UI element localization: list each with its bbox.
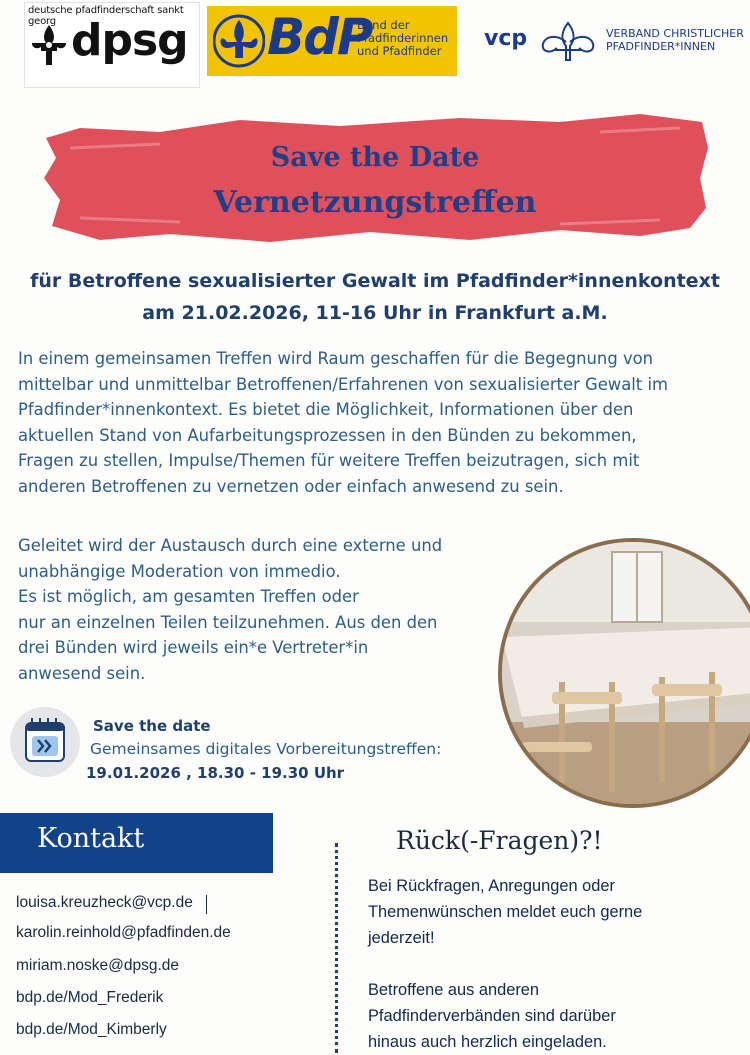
text-line: Pfadfinderverbänden sind darüber [368, 1007, 616, 1025]
vcp-lily-icon [537, 20, 599, 64]
text-line: drei Bünden wird jeweils ein*e Vertreter*in [18, 638, 369, 658]
bdp-wordmark: BdP [267, 8, 372, 66]
questions-heading: Rück(-Fragen)?! [396, 826, 603, 855]
text-line: In einem gemeinsamen Treffen wird Raum geschaffen für die Begegnung von [18, 349, 654, 368]
banner-subtitle: Vernetzungstreffen [213, 185, 537, 220]
text-line: Geleitet wird der Austausch durch eine externe und [18, 536, 443, 555]
banner-title: Save the Date [270, 142, 480, 173]
text-line: unabhängige Moderation von immedio. [18, 561, 341, 581]
bdp-name [357, 19, 448, 58]
text-line: hinaus auch herzlich eingeladen. [368, 1033, 607, 1051]
vcp-wordmark: vcp [484, 26, 528, 51]
text-line: Themenwünschen meldet euch gerne [368, 903, 643, 921]
calendar-forward-icon [10, 707, 80, 777]
contact-link[interactable]: bdp.de/Mod_Frederik [16, 989, 164, 1006]
text-line: Es ist möglich, am gesamten Treffen oder [18, 587, 359, 607]
save-the-date-description: Gemeinsames digitales Vorbereitungstreffen: [90, 740, 442, 758]
contact-email[interactable]: miriam.noske@dpsg.de [16, 957, 180, 974]
tables-and-chairs-illustration [502, 542, 750, 804]
text-line: Betroffene aus anderen [368, 981, 540, 999]
bdp-logo [207, 6, 457, 76]
moderation-paragraph [18, 533, 498, 687]
dpsg-tagline: deutsche pfadfinderschaft sankt georg [28, 5, 184, 27]
contact-link[interactable]: bdp.de/Mod_Kimberly [16, 1021, 167, 1038]
text-line: Fragen zu stellen, Impulse/Themen für weitere Treffen beizutragen, sich mit [18, 451, 640, 471]
dpsg-wordmark: dpsg [71, 15, 188, 66]
text-line: nur an einzelnen Teilen teilzunehmen. Aus den den [18, 612, 438, 632]
bdp-lily-icon [213, 12, 265, 70]
dotted-divider [335, 843, 338, 1053]
text-line: Bei Rückfragen, Anregungen oder [368, 877, 615, 895]
bdp-name-line: und Pfadfinder [357, 44, 442, 58]
save-the-date-title: Save the date [93, 717, 211, 735]
vcp-name-line: VERBAND CHRISTLICHER [606, 27, 744, 40]
contact-heading: Kontakt [37, 823, 145, 854]
save-the-date-banner [40, 108, 710, 248]
contact-heading-box [0, 813, 273, 873]
vcp-logo [482, 20, 747, 70]
subheading-audience: für Betroffene sexualisierter Gewalt im Pfadfinder*innenkontext [30, 270, 720, 292]
vcp-name [606, 27, 744, 53]
text-line: anwesend sein. [18, 663, 146, 683]
dpsg-lily-cross-icon [29, 23, 69, 67]
text-line: mittelbar und unmittelbar Betroffenen/Erfahrenen von sexualisierter Gewalt im [18, 374, 668, 394]
vcp-name-line: PFADFINDER*INNEN [606, 40, 716, 53]
contact-email[interactable]: louisa.kreuzheck@vcp.de [16, 894, 193, 911]
text-line: jederzeit! [368, 929, 435, 947]
intro-paragraph [18, 346, 743, 500]
dpsg-logo [24, 2, 200, 88]
bdp-name-line: Pfadfinderinnen [357, 31, 449, 45]
blank-line [368, 951, 728, 977]
bdp-name-line: Bund der [357, 18, 410, 32]
text-line: Pfadfinder*innenkontext. Es bietet die Möglichkeit, Informationen über den [18, 400, 634, 420]
brush-stroke-shape [40, 108, 710, 248]
text-cursor [206, 895, 207, 914]
meeting-room-photo [498, 538, 750, 808]
text-line: aktuellen Stand von Aufarbeitungsprozessen in den Bünden zu bekommen, [18, 425, 637, 445]
subheading-date: am 21.02.2026, 11-16 Uhr in Frankfurt a.M. [142, 302, 608, 324]
save-the-date-datetime: 19.01.2026 , 18.30 - 19.30 Uhr [86, 764, 345, 782]
contact-email[interactable]: karolin.reinhold@pfadfinden.de [16, 924, 231, 941]
questions-text [368, 873, 728, 1055]
calendar-badge [10, 707, 80, 777]
text-line: anderen Betroffenen zu vernetzen oder einfach anwesend zu sein. [18, 476, 564, 496]
